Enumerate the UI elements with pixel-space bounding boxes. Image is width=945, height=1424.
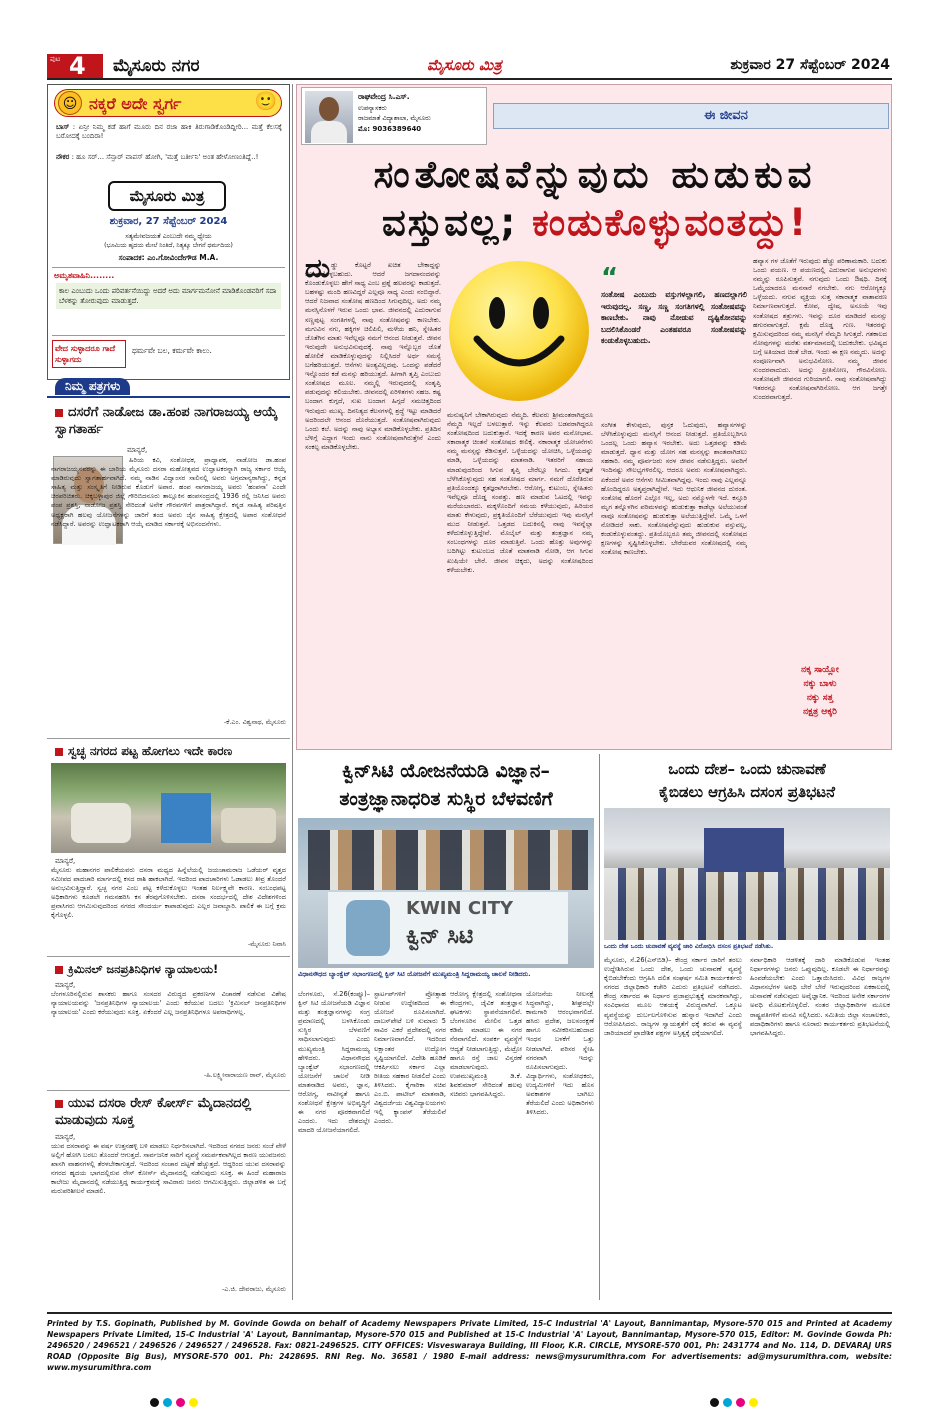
kwin-col-4: ಯೋಜನೆಯ ನೀಲನಕ್ಷೆ ಸಿದ್ಧವಾಗಿದ್ದು, ಶೀಘ್ರದಲ್ಲೇ ಕಾಮಗಾರಿ ಆರಂಭವಾಗಲಿದೆ. ಹಸಿರು ಪ್ರದೇಶ, ಜಲಸಂರಕ್ಷಣೆ ಹಾಗೂ ನವೀಕರಿಸಬಹುದಾದ ಇಂಧನ ಬಳಕೆಗೆ ಒತ್ತು ನೀಡಲಾಗಿದೆ. ಪರಿಸರ ಸ್ನೇಹಿ ನಗರವಾಗಿ ಇದನ್ನು ರೂಪಿಸಲಾಗುವುದು. ವಿದ್ಯಾರ್ಥಿಗಳು, ಸಂಶೋಧಕರು, ಉದ್ಯಮಿಗಳಿಗೆ ಇದು ಹೊಸ ಅವಕಾಶಗಳ ಬಾಗಿಲು ತೆರೆಯಲಿದೆ ಎಂದು ಅಧಿಕಾರಿಗಳು ತಿಳಿಸಿದರು. <box>526 990 594 1117</box>
author-phone: ಮೊ: 9036389640 <box>358 125 422 133</box>
letter-3-text: ಬೆಂಗಳೂರಿನಲ್ಲಿರುವ ಶಾಸಕರು ಹಾಗೂ ಸಂಸದರ ವಿರುದ್ಧದ ಪ್ರಕರಣಗಳ ವಿಚಾರಣೆ ನಡೆಸುವ ವಿಶೇಷ ನ್ಯಾಯಾಲಯವನ್ನು 'ಜನಪ್ರತಿನಿಧಿಗಳ ನ್ಯಾಯಾಲಯ' ಎಂದು ಕರೆಯುವ ಬದಲು 'ಕ್ರಿಮಿನಲ್ ಜನಪ್ರತಿನಿಧಿಗಳ ನ್ಯಾಯಾಲಯ' ಎಂದು ಕರೆಯುವುದು ಸೂಕ್ತ. ಏಕೆಂದರೆ ಎಲ್ಲ ಜನಪ್ರತಿನಿಧಿಗಳೂ ಅಪರಾಧಿಗಳಲ್ಲ. <box>51 990 286 1017</box>
letter-4 <box>47 1090 290 1302</box>
joke-text: ಹೂ ಸರ್... ಸೆನ್ಸಾರ್ ವಾಪಸ್ ಹೋಗಿ, 'ಮತ್ತೆ ಬರ್ತೀನಿ' ಅಂತ ಹೇಳೋಣಂತಿದ್ದೆ..! <box>76 153 259 161</box>
nakkare-title: ನಕ್ಕರೆ ಅದೇ ಸ್ವರ್ಗ <box>89 94 182 113</box>
letter-1-text: ಹಿರಿಯ ಕವಿ, ಸಂಶೋಧಕ, ಪ್ರಾಧ್ಯಾಪಕ, ನಾಡೋಜ ಡಾ.ಹಂಪ ನಾಗರಾಜಯ್ಯನವರನ್ನು ಈ ಬಾರಿಯ ಮೈಸೂರು ದಸರಾ ಮಹೋತ್ಸವದ ಉದ್ಘಾಟಕರನ್ನಾಗಿ ರಾಜ್ಯ ಸರ್ಕಾರ ಆಯ್ಕೆ ಮಾಡಿರುವುದು ಸ್ವಾಗತಾರ್ಹವಾಗಿದೆ. ನಮ್ಮ ನಾಡಿನ ವಿದ್ವಾಂಸರ ಸಾಲಿನಲ್ಲಿ ಅವರು ಅಗ್ರಮಾನ್ಯರಾಗಿದ್ದು, ಕನ್ನಡ ಸಾಹಿತ್ಯ ಮತ್ತು ಸಂಸ್ಕೃತಿಗೆ ನೀಡಿರುವ ಕೊಡುಗೆ ಅಪಾರ. ಹಂಪ ನಾಗರಾಜಯ್ಯ ಅವರು 'ಹಂಪನಾ' ಎಂದೇ ಚಿರಪರಿಚಿತರು. ಚಿಕ್ಕಬಳ್ಳಾಪುರ ಜಿಲ್ಲೆ ಗೌರಿಬಿದನೂರು ತಾಲ್ಲೂಕಿನ ಹಂಪಸಂದ್ರದಲ್ಲಿ 1936 ರಲ್ಲಿ ಜನಿಸಿದ ಅವರು ಪಂಪ ಪ್ರಶಸ್ತಿ, ನಾಡೋಜ ಪ್ರಶಸ್ತಿ ಸೇರಿದಂತೆ ಅನೇಕ ಗೌರವಗಳಿಗೆ ಪಾತ್ರರಾಗಿದ್ದಾರೆ. ಕನ್ನಡ ಸಾಹಿತ್ಯ ಪರಿಷತ್ತಿನ ಅಧ್ಯಕ್ಷರಾಗಿ ಹಲವು ಯೋಜನೆಗಳನ್ನು ಜಾರಿಗೆ ತಂದ ಅವರು ಜೈನ ಸಾಹಿತ್ಯ ಕ್ಷೇತ್ರದಲ್ಲಿ ಅಪಾರ ಸಂಶೋಧನೆ ನಡೆಸಿದ್ದಾರೆ. ಅವರನ್ನು ಉದ್ಘಾಟಕರಾಗಿ ಆಯ್ಕೆ ಮಾಡಿದ ಸರ್ಕಾರಕ್ಕೆ ಅಭಿನಂದನೆಗಳು. <box>51 456 286 528</box>
onenation-article <box>602 754 892 1302</box>
motto-2: (ಭೂಮಿಯ ಹೃದಯ ಮೇಲೆ ನಿಂತಿದೆ, ನಿತ್ಯಕ್ಕೂ ಬೇಗನೆ ಧರ್ಮದಿಯ) <box>104 242 233 249</box>
onenation-col-2: ಸರ್ವಾಧಿಕಾರಿ ಆಡಳಿತಕ್ಕೆ ದಾರಿ ಮಾಡಿಕೊಡುವ ಇಂತಹ ನಿರ್ಧಾರಗಳನ್ನು ಜನರು ಒಪ್ಪುವುದಿಲ್ಲ. ಕೂಡಲೇ ಈ ನಿರ್ಧಾರವನ್ನು ಹಿಂಪಡೆಯಬೇಕು ಎಂದು ಒತ್ತಾಯಿಸಿದರು. ವಿವಿಧ ರಾಜ್ಯಗಳ ವಿಧಾನಸಭೆಗಳ ಅವಧಿ ಬೇರೆ ಬೇರೆ ಇರುವುದರಿಂದ ಏಕಕಾಲದಲ್ಲಿ ಚುನಾವಣೆ ನಡೆಸುವುದು ಅವೈಜ್ಞಾನಿಕ. ಇದರಿಂದ ಅನೇಕ ಸರ್ಕಾರಗಳ ಅವಧಿ ಮೊಟಕುಗೊಳ್ಳಲಿದೆ. ನಂತರ ಜಿಲ್ಲಾಧಿಕಾರಿಗಳ ಮೂಲಕ ರಾಷ್ಟ್ರಪತಿಗಳಿಗೆ ಮನವಿ ಸಲ್ಲಿಸಿದರು. ಸಮಿತಿಯ ಜಿಲ್ಲಾ ಸಂಚಾಲಕರು, ಪದಾಧಿಕಾರಿಗಳು ಹಾಗೂ ನೂರಾರು ಕಾರ್ಯಕರ್ತರು ಪ್ರತಿಭಟನೆಯಲ್ಲಿ ಭಾಗವಹಿಸಿದ್ದರು. <box>750 956 890 1037</box>
paper-date: ಶುಕ್ರವಾರ, 27 ಸೆಪ್ಟೆಂಬರ್ 2024 <box>109 216 228 227</box>
pull-quote <box>601 263 747 417</box>
kwin-col-1: ಬೆಂಗಳೂರು, ಸೆ.26(ಕಂಪ್ಯೂ)– ಕ್ವಿನ್ ಸಿಟಿ ಯೋಜನೆಯಡಿ ವಿಜ್ಞಾನ ಮತ್ತು ತಂತ್ರಜ್ಞಾನಗಳನ್ನು ಸಂಗ್ರ ಪ್ರಮಾಣದಲ್ಲಿ ಬಳಸಿಕೊಂಡು ಸುಸ್ಥಿರ ಬೆಳವಣಿಗೆ ಸಾಧಿಸಲಾಗುವುದು ಎಂದು ಮುಖ್ಯಮಂತ್ರಿ ಸಿದ್ದರಾಮಯ್ಯ ಹೇಳಿದರು. ವಿಧಾನಸೌಧದ ಬ್ಯಾಂಕ್ವೆಟ್ ಸಭಾಂಗಣದಲ್ಲಿ ಯೋಜನೆಗೆ ಚಾಲನೆ ನೀಡಿ ಮಾತನಾಡಿದ ಅವರು, ಜ್ಞಾನ, ಆರೋಗ್ಯ, ನಾವೀನ್ಯತೆ ಹಾಗೂ ಸಂಶೋಧನೆ ಕ್ಷೇತ್ರಗಳ ಅಭಿವೃದ್ಧಿಗೆ ಈ ನಗರ ಪೂರಕವಾಗಲಿದೆ ಎಂದರು. ಇದು ದೇಶದಲ್ಲೇ ಮಾದರಿ ಯೋಜನೆಯಾಗಲಿದೆ. <box>298 990 370 1135</box>
kwin-headline-1: ಕ್ವಿನ್‌ಸಿಟಿ ಯೋಜನೆಯಡಿ ವಿಜ್ಞಾನ– <box>342 760 550 782</box>
kwin-banner <box>328 892 568 964</box>
pull-quote-text: ಸಂತೋಷ ಎಂಬುದು ವಸ್ತುಗಳಲ್ಲಾಗಲಿ, ಹಣದಲ್ಲಾಗಲಿ ಇರುವುದಲ್ಲ. ಸಣ್ಣ, ಸಣ್ಣ ಸಂಗತಿಗಳಲ್ಲಿ ಸಂತೋಷವನ್ನು ಕಾಣಬೇಕು. ನಾವು ನೋಡುವ ದೃಷ್ಟಿಕೋನವನ್ನು ಬದಲಿಸಿಕೊಂಡರೆ ಎಂತಹವರೂ ಸಂತೋಷವನ್ನು ಕಂಡುಕೊಳ್ಳಬಹುದು. <box>601 290 747 345</box>
protest-photo <box>604 808 890 940</box>
cartoon-icon: 🙂 <box>254 91 277 112</box>
feature-headline-1: ಸಂತೋಷವೆನ್ನುವುದು ಹುಡುಕುವ <box>373 153 817 196</box>
paper-logo <box>108 181 226 211</box>
bullet-icon <box>55 1100 63 1108</box>
letter-2 <box>47 738 290 950</box>
author-box <box>301 87 487 145</box>
page-label: ಪುಟ <box>50 55 61 63</box>
feature-col-4: ಹವ್ಯಾಸ ಗಳ ಜೊತೆಗೆ ಇರುವುದು ಹೆಚ್ಚು ಪರಿಣಾಮಕಾರಿ. ಬದುಕು ಒಂದು ಪಯಣ. ಆ ಪಯಣದಲ್ಲಿ ಎದುರಾಗುವ ಅನುಭವಗಳು ನಮ್ಮನ್ನು ರೂಪಿಸುತ್ತವೆ. ನಗುವುದು ಒಂದು ಔಷಧಿ. ದಿನಕ್ಕೆ ಒಮ್ಮೆಯಾದರೂ ಮನಸಾರೆ ನಗಬೇಕು. ನಗು ಆರೋಗ್ಯಕ್ಕೂ ಒಳ್ಳೆಯದು. ನಗುವ ವ್ಯಕ್ತಿಯ ಸುತ್ತ ಸಕಾರಾತ್ಮಕ ವಾತಾವರಣ ನಿರ್ಮಾಣವಾಗುತ್ತದೆ. ಕೋಪ, ದ್ವೇಷ, ಅಸೂಯೆ ಇವು ಸಂತೋಷದ ಶತ್ರುಗಳು. ಇವನ್ನು ದೂರ ಮಾಡಿದರೆ ಮನಸ್ಸು ಹಗುರವಾಗುತ್ತದೆ. ಕ್ಷಮೆ ದೊಡ್ಡ ಗುಣ. ಇತರರನ್ನು ಕ್ಷಮಿಸುವುದರಿಂದ ನಮ್ಮ ಮನಸ್ಸಿಗೆ ನೆಮ್ಮದಿ ಸಿಗುತ್ತದೆ. ಗತಕಾಲದ ನೋವುಗಳನ್ನು ಮರೆತು ವರ್ತಮಾನದಲ್ಲಿ ಬದುಕಬೇಕು. ಭವಿಷ್ಯದ ಬಗ್ಗೆ ಅತಿಯಾದ ಚಿಂತೆ ಬೇಡ. ಇಂದು ಈ ಕ್ಷಣ ನಮ್ಮದು. ಅದನ್ನು ಸಂಪೂರ್ಣವಾಗಿ ಅನುಭವಿಸೋಣ. ನಮ್ಮ ಜೀವನ ಸುಂದರವಾದುದು. ಅದನ್ನು ಪ್ರೀತಿಸೋಣ, ಗೌರವಿಸೋಣ. ಸಂತೋಷವೇ ಜೀವನದ ಗುರಿಯಾಗಲಿ. ನಾವು ಸಂತೋಷವಾಗಿದ್ದು ಇತರರನ್ನೂ ಸಂತೋಷವಾಗಿರಿಸೋಣ. ಆಗ ಜಗತ್ತೇ ಸುಂದರವಾಗುತ್ತದೆ. <box>753 257 887 402</box>
author-name: ರಾಘವೇಂದ್ರ ಸಿ.ಎಸ್. <box>358 92 410 101</box>
veda-box <box>52 335 285 375</box>
page-number: 4 <box>69 52 86 80</box>
author-photo <box>305 91 353 143</box>
page-date: ಶುಕ್ರವಾರ 27 ಸೆಪ್ಟೆಂಬರ್ 2024 <box>730 57 890 73</box>
kwin-banner-en: KWIN CITY <box>406 898 514 919</box>
author-org: ರಾಜಮಾತೆ ವಿದ್ಯಾಶಾಲಾ, ಮೈಸೂರು <box>358 114 431 122</box>
amrutha-box <box>52 267 285 331</box>
letter-3-title: ಕ್ರಿಮಿನಲ್ ಜನಪ್ರತಿನಿಧಿಗಳ ನ್ಯಾಯಾಲಯ! <box>55 961 288 978</box>
kwin-article <box>296 754 596 1302</box>
onenation-caption: ಒಂದು ದೇಶ ಒಂದು ಚುನಾವಣೆ ವ್ಯವಸ್ಥೆ ಜಾರಿ ವಿರೋಧಿಸಿ ದಸಂಸ ಪ್ರತಿಭಟನೆ ನಡೆಸಿತು. <box>604 943 774 950</box>
letter-3-place: ಮಾನ್ಯರೆ, <box>55 981 76 989</box>
letter-4-sign: -ಎ.ಜಿ. ದೇವರಾಜು, ಮೈಸೂರು <box>221 1285 286 1293</box>
joke-line-worker: ನೌಕರ : ಹೂ ಸರ್... ಸೆನ್ಸಾರ್ ವಾಪಸ್ ಹೋಗಿ, 'ಮತ್ತೆ ಬರ್ತೀನಿ' ಅಂತ ಹೇಳೋಣಂತಿದ್ದೆ..! <box>56 153 259 161</box>
drop-cap: ದು <box>305 254 331 284</box>
letter-1-sign: -ಕೆ.ಎಂ. ವಿಶ್ವನಾಥ, ಮೈಸೂರು <box>223 718 286 726</box>
letter-2-sign: -ಮೈಸೂರು ನಿವಾಸಿ <box>247 940 286 948</box>
column-name: ಈ ಜೀವನ <box>704 108 748 123</box>
imprint-text: Printed by T.S. Gopinath, Published by M. Govinde Gowda on behalf of Academy Newspapers Private Limited, 15-C Industrial 'A' Layout, Bannimantap, Mysore-570 015 and Printed at Academy Newspapers Private Limited, 15-C Industrial 'A' Layout, Bannimantap, Mysore-570 015 and Published at 15-C Industrial 'A' Layout, Bannimantap, Mysore-570 015, Editor: M. Govinde Gowda Ph: 2496520 / 2496521 / 2496526 / 2496527 / 2496528. Fax: 0821-2496525. CITY OFFICES: Visveswaraya Building, III Floor, K.R. CIRCLE, MYSORE-570 001, Ph: 2431774 and No. 114, D. DEVARAJ URS ROAD (Opposite Big Bus), MYSORE-570 001. Ph: 2428695. RNI Reg. No. 36581 / 1980 E-mail address: news@mysurumithra.com For advertisements: ad@mysurumithra.com, website: www.mysurumithra.com <box>47 1319 892 1372</box>
letter-1-place: ಮಾನ್ಯರೆ, <box>127 446 148 454</box>
amrutha-title: ಅಮೃತವಾಹಿನಿ........ <box>54 271 115 280</box>
motto-1: ಸತ್ಯಮೇವಜಯತೆ ಎಂಬುದೇ ನಮ್ಮ ಧ್ಯೇಯ <box>125 232 212 240</box>
bullet-icon <box>55 966 63 974</box>
smiley-illustration <box>445 257 593 405</box>
letter-2-text: ಮೈಸೂರು ಮಹಾನಗರ ಪಾಲಿಕೆಯವರು ದಸರಾ ಮಧ್ಯದ ಹಿನ್ನೆಲೆಯಲ್ಲಿ ಜಯಚಾಮರಾಜ ಒಡೆಯರ್ ವೃತ್ತದ ಸಮೀಪದ ಪಾದಚಾರಿ ಮಾರ್ಗದಲ್ಲಿ ಕಸದ ರಾಶಿ ಹಾಕಲಾಗಿದೆ. ಇದರಿಂದ ಪಾದಚಾರಿಗಳು ಓಡಾಡಲು ತೀವ್ರ ತೊಂದರೆ ಅನುಭವಿಸುತ್ತಿದ್ದಾರೆ. ಸ್ವಚ್ಛ ನಗರ ಎಂಬ ಪಟ್ಟ ಕಳೆದುಕೊಳ್ಳಲು ಇಂತಹ ನಿರ್ಲಕ್ಷ್ಯವೇ ಕಾರಣ. ಸಂಬಂಧಪಟ್ಟ ಅಧಿಕಾರಿಗಳು ಕೂಡಲೇ ಗಮನಹರಿಸಿ ಕಸ ತೆರವುಗೊಳಿಸಬೇಕು. ದಸರಾ ಸಂದರ್ಭದಲ್ಲಿ ದೇಶ ವಿದೇಶಗಳಿಂದ ಪ್ರವಾಸಿಗರು ಆಗಮಿಸುವುದರಿಂದ ನಗರದ ಸೌಂದರ್ಯ ಕಾಪಾಡುವುದು ಎಲ್ಲರ ಜವಾಬ್ದಾರಿ. ಪಾಲಿಕೆ ಈ ಬಗ್ಗೆ ಕ್ರಮ ಕೈಗೊಳ್ಳಲಿ. <box>51 866 286 920</box>
kwin-photo <box>298 818 594 968</box>
column-name-bar <box>493 103 889 129</box>
letter-2-place: ಮಾನ್ಯರೆ, <box>55 857 76 865</box>
joke-who: ನೌಕರ <box>56 153 70 161</box>
joke-text: ಏನ್ರೀ ನಿಮ್ಮ ಕಡೆ ಹಾಗೆ ಮೂರು ದಿನ ರಜಾ ಹಾಕಿ ತಿರುಗಾಡಿಕೊಂಡಿದ್ದೀರಿ... ಮತ್ತೆ ಕೆಲಸಕ್ಕೆ ಬರೋದಕ್ಕೆ ಬಂದಿರಾ! <box>56 123 282 140</box>
veda-text: ಧರ್ಮವೇ ಬಲ, ಕರ್ಮವೇ ಕಾಲು. <box>132 346 212 355</box>
onenation-headline-2: ಕೈಬಿಡಲು ಆಗ್ರಹಿಸಿ ದಸಂಸ ಪ್ರತಿಭಟನೆ <box>658 783 836 801</box>
kwin-col-2: ಸ್ಟಾರ್ಟಪ್‌ಗಳಿಗೆ ಪ್ರೋತ್ಸಾಹ ನೀಡುವ ಉದ್ದೇಶದಿಂದ ಈ ಯೋಜನೆ ರೂಪಿಸಲಾಗಿದೆ. ದಾಬಸ್‌ಪೇಟೆ ಬಳಿ ಸುಮಾರು 5 ಸಾವಿರ ಎಕರೆ ಪ್ರದೇಶದಲ್ಲಿ ನಗರ ನಿರ್ಮಾಣವಾಗಲಿದೆ. ಇದರಿಂದ ಲಕ್ಷಾಂತರ ಉದ್ಯೋಗ ಸೃಷ್ಟಿಯಾಗಲಿದೆ. ವಿದೇಶಿ ಹೂಡಿಕೆ ಆಕರ್ಷಿಸಲು ಸರ್ಕಾರ ಎಲ್ಲಾ ರೀತಿಯ ಸಹಕಾರ ನೀಡಲಿದೆ ಎಂದು ತಿಳಿಸಿದರು. ಕೈಗಾರಿಕಾ ಸಚಿವ ಎಂ.ಬಿ. ಪಾಟೀಲ್ ಮಾತನಾಡಿ, ವಿಶ್ವದರ್ಜೆಯ ವಿಶ್ವವಿದ್ಯಾಲಯಗಳು ಇಲ್ಲಿ ಕ್ಯಾಂಪಸ್ ತೆರೆಯಲಿವೆ ಎಂದರು. <box>374 990 446 1126</box>
letter-4-place: ಮಾನ್ಯರೆ, <box>55 1133 76 1141</box>
nakka-poem: ನಕ್ಕ ಸಾಯ್ಲೋ ನಕ್ಕು ಬಾಳು ನಕ್ಕು ಸತ್ತ ನಕ್ಷತ್ರ ಆಕ್ಕರಿ <box>801 665 839 717</box>
footer-imprint <box>47 1312 892 1378</box>
column-divider-2 <box>599 754 600 1300</box>
kwin-col-3: ಆರೋಗ್ಯ ಕ್ಷೇತ್ರದಲ್ಲಿ ಸಂಶೋಧನಾ ಕೇಂದ್ರಗಳು, ಜೈವಿಕ ತಂತ್ರಜ್ಞಾನ ಘಟಕಗಳು ಸ್ಥಾಪನೆಯಾಗಲಿವೆ. ಬೆಂಗಳೂರಿನ ಮೇಲಿನ ಒತ್ತಡ ಕಡಿಮೆ ಮಾಡಲು ಈ ನಗರ ನೆರವಾಗಲಿದೆ. ಸಂಪರ್ಕ ವ್ಯವಸ್ಥೆಗೆ ಆದ್ಯತೆ ನೀಡಲಾಗುತ್ತಿದ್ದು, ಮೆಟ್ರೋ ಹಾಗೂ ರಸ್ತೆ ಜಾಲ ವಿಸ್ತರಣೆ ಮಾಡಲಾಗುವುದು. ಉಪಮುಖ್ಯಮಂತ್ರಿ ಡಿ.ಕೆ. ಶಿವಕುಮಾರ್ ಸೇರಿದಂತೆ ಹಲವು ಸಚಿವರು ಭಾಗವಹಿಸಿದ್ದರು. <box>450 990 522 1099</box>
column-divider <box>292 84 293 1300</box>
bullet-icon <box>55 748 63 756</box>
feature-col-2: ಮನುಷ್ಯನಿಗೆ ಬೇಕಾಗಿರುವುದು ನೆಮ್ಮದಿ. ಕೆಲವರು ಶ್ರೀಮಂತರಾಗಿದ್ದರೂ ನೆಮ್ಮದಿ ಇಲ್ಲದೆ ಬಳಲುತ್ತಾರೆ. ಇನ್ನು ಕೆಲವರು ಬಡವರಾಗಿದ್ದರೂ ಸಂತೋಷದಿಂದ ಬದುಕುತ್ತಾರೆ. ಇದಕ್ಕೆ ಕಾರಣ ಅವರ ಮನೋಭಾವ. ಸಕಾರಾತ್ಮಕ ಚಿಂತನೆ ಸಂತೋಷದ ಕೀಲಿಕೈ. ನಕಾರಾತ್ಮಕ ಯೋಚನೆಗಳು ನಮ್ಮ ಮನಸ್ಸನ್ನು ಕೆಡಿಸುತ್ತವೆ. ಒಳ್ಳೆಯದನ್ನು ಯೋಚಿಸಿ, ಒಳ್ಳೆಯದನ್ನು ಮಾಡಿ, ಒಳ್ಳೆಯದನ್ನು ಮಾತನಾಡಿ. ಇತರರಿಗೆ ಸಹಾಯ ಮಾಡುವುದರಿಂದ ಸಿಗುವ ತೃಪ್ತಿ ಬೇರೆಲ್ಲೂ ಸಿಗದು. ಕೃತಜ್ಞತೆ ಬೆಳೆಸಿಕೊಳ್ಳುವುದು ಸಹ ಸಂತೋಷದ ಮಾರ್ಗ. ನಮಗೆ ದೊರೆತಿರುವ ಪ್ರತಿಯೊಂದಕ್ಕೂ ಕೃತಜ್ಞರಾಗಿರಬೇಕು. ಆರೋಗ್ಯ, ಕುಟುಂಬ, ಸ್ನೇಹಿತರು ಇವೆಲ್ಲವೂ ದೊಡ್ಡ ಸಂಪತ್ತು. ಹಣ ಮಾಡುವ ಓಟದಲ್ಲಿ ಇವನ್ನು ಮರೆಯಬಾರದು. ಮಕ್ಕಳೊಂದಿಗೆ ಸಮಯ ಕಳೆಯುವುದು, ಹಿರಿಯರ ಮಾತು ಕೇಳುವುದು, ಪ್ರಕೃತಿಯೊಂದಿಗೆ ಬೆರೆಯುವುದು ಇವು ಮನಸ್ಸಿಗೆ ಮುದ ನೀಡುತ್ತವೆ. ಒತ್ತಡದ ಬದುಕಿನಲ್ಲಿ ನಾವು ಇವನ್ನೆಲ್ಲಾ ಕಳೆದುಕೊಳ್ಳುತ್ತಿದ್ದೇವೆ. ಮೊಬೈಲ್ ಮತ್ತು ತಂತ್ರಜ್ಞಾನ ನಮ್ಮ ಸಂಬಂಧಗಳನ್ನು ದೂರ ಮಾಡುತ್ತಿವೆ. ಒಂದು ಹೊತ್ತು ಅವುಗಳನ್ನು ಬದಿಗಿಟ್ಟು ಕುಟುಂಬದ ಜೊತೆ ಮಾತನಾಡಿ ನೋಡಿ, ಆಗ ಸಿಗುವ ಖುಷಿಯೇ ಬೇರೆ. ಜೀವನ ಚಿಕ್ಕದು, ಅದನ್ನು ಸಂತೋಷದಿಂದ ಕಳೆಯಬೇಕು. <box>447 411 593 574</box>
masthead: ಮೈಸೂರು ಮಿತ್ರ <box>427 56 502 74</box>
nakkare-box <box>47 84 290 380</box>
page-header <box>47 54 892 80</box>
feature-article <box>296 84 892 750</box>
laugh-icon: ☺ <box>58 91 82 115</box>
letter-1 <box>47 400 290 740</box>
letter-3 <box>47 956 290 1086</box>
kwin-banner-kn: ಕ್ವಿನ್ ಸಿಟಿ <box>406 924 474 949</box>
joke-line-boss: ಬಾಸ್ : ಏನ್ರೀ ನಿಮ್ಮ ಕಡೆ ಹಾಗೆ ಮೂರು ದಿನ ರಜಾ ಹಾಕಿ ತಿರುಗಾಡಿಕೊಂಡಿದ್ದೀರಿ... ಮತ್ತೆ ಕೆಲಸಕ್ಕೆ ಬರೋದಕ್ಕೆ ಬಂದಿರಾ! <box>56 123 282 140</box>
registration-dots-left <box>150 1392 202 1411</box>
letters-title: ನಿಮ್ಮ ಪತ್ರಗಳು <box>55 378 130 395</box>
author-role: ಉಪನ್ಯಾಸಕರು <box>358 104 387 112</box>
nakkare-title-bar <box>54 89 282 117</box>
letter-4-title: ಯುವ ದಸರಾ ರೇಸ್ ಕೋರ್ಸ್ ಮೈದಾನದಲ್ಲಿ ಮಾಡುವುದು ಸೂಕ್ತ <box>55 1096 252 1128</box>
feature-headline-2: ವಸ್ತುವಲ್ಲ; ಕಂಡುಕೊಳ್ಳುವಂತದ್ದು! <box>381 201 809 244</box>
onenation-headline-1: ಒಂದು ದೇಶ– ಒಂದು ಚುನಾವಣೆ <box>668 760 826 778</box>
amrutha-text: ಕಾಲ ಎಂಬುದು ಒಂದು ಪರಿವರ್ತನೆಯಿದ್ದು ಅದರೆ ಅದು ಮಾರ್ಗಮನೋನೆ ಮಾಡಿಕೊಂಡವರಿಗೆ ಸದಾ ಬೆಳಕನ್ನು ತೋರುವುದು ಮಾಡುತ್ತದೆ. <box>56 283 281 309</box>
quote-icon: “ <box>601 263 619 293</box>
paper-name: ಮೈಸೂರು ಮಿತ್ರ <box>129 187 205 205</box>
veda-title: ವೇದ ಸುಳ್ಳಾದರೂ ಗಾದೆ ಸುಳ್ಳಾಗದು <box>52 340 126 368</box>
garbage-photo <box>51 763 286 853</box>
joke-who: ಬಾಸ್ <box>56 123 70 131</box>
letter-1-title: ದಸರೆಗೆ ನಾಡೋಜ ಡಾ.ಹಂಪ ನಾಗರಾಜಯ್ಯ ಆಯ್ಕೆ ಸ್ವಾಗತಾರ್ಹ <box>55 405 278 437</box>
kwin-headline-2: ತಂತ್ರಜ್ಞಾನಾಧರಿತ ಸುಸ್ಥಿರ ಬೆಳವಣಿಗೆ <box>339 788 553 810</box>
kwin-caption: ವಿಧಾನಸೌಧದ ಬ್ಯಾಂಕ್ವೆಟ್ ಸಭಾಂಗಣದಲ್ಲಿ ಕ್ವಿನ್ ಸಿಟಿ ಯೋಜನೆಗೆ ಮುಖ್ಯಮಂತ್ರಿ ಸಿದ್ದರಾಮಯ್ಯ ಚಾಲನೆ ನೀಡಿದರು. <box>298 970 531 978</box>
letter-2-title: ಸ್ವಚ್ಛ ನಗರದ ಪಟ್ಟ ಹೋಗಲು ಇದೇ ಕಾರಣ <box>55 743 288 760</box>
registration-dots-right <box>710 1392 762 1411</box>
bullet-icon <box>55 409 63 417</box>
feature-col-3: ಸಂಗೀತ ಕೇಳುವುದು, ಪುಸ್ತಕ ಓದುವುದು, ಹವ್ಯಾಸಗಳನ್ನು ಬೆಳೆಸಿಕೊಳ್ಳುವುದು ಮನಸ್ಸಿಗೆ ಆನಂದ ನೀಡುತ್ತದೆ. ಪ್ರತಿಯೊಬ್ಬರಿಗೂ ಒಂದಲ್ಲ ಒಂದು ಹವ್ಯಾಸ ಇರಬೇಕು. ಅದು ಒತ್ತಡವನ್ನು ಕಡಿಮೆ ಮಾಡುತ್ತದೆ. ಧ್ಯಾನ ಮತ್ತು ಯೋಗ ಸಹ ಮನಸ್ಸನ್ನು ಶಾಂತವಾಗಿಡಲು ಸಹಕಾರಿ. ನಮ್ಮ ಪೂರ್ವಜರು ಸರಳ ಜೀವನ ನಡೆಸುತ್ತಿದ್ದರು. ಅವರಿಗೆ ಇಂದಿನಷ್ಟು ಸೌಲಭ್ಯಗಳಿರಲಿಲ್ಲ. ಆದರೂ ಅವರು ಸಂತೋಷವಾಗಿದ್ದರು. ಏಕೆಂದರೆ ಅವರ ಆಸೆಗಳು ಸೀಮಿತವಾಗಿದ್ದವು. ಇಂದು ನಾವು ಎಲ್ಲವನ್ನೂ ಹೊಂದಿದ್ದರೂ ಅತೃಪ್ತರಾಗಿದ್ದೇವೆ. ಇದು ಆಧುನಿಕ ಜೀವನದ ದುರಂತ. ಸಂತೋಷ ಹೊರಗೆ ಎಲ್ಲೋ ಇಲ್ಲ, ಅದು ನಮ್ಮೊಳಗೇ ಇದೆ. ಕಸ್ತೂರಿ ಮೃಗ ತನ್ನೊಳಗಿನ ಪರಿಮಳವನ್ನು ಹುಡುಕುತ್ತಾ ಕಾಡೆಲ್ಲಾ ಅಲೆಯುವಂತೆ ನಾವೂ ಸಂತೋಷವನ್ನು ಹುಡುಕುತ್ತಾ ಅಲೆಯುತ್ತಿದ್ದೇವೆ. ಒಮ್ಮೆ ಒಳಗೆ ನೋಡಿದರೆ ಸಾಕು. ಸಂತೋಷವೆನ್ನುವುದು ಹುಡುಕುವ ವಸ್ತುವಲ್ಲ, ಕಂಡುಕೊಳ್ಳುವಂತದ್ದು. ಪ್ರತಿಯೊಬ್ಬರೂ ತಮ್ಮ ಜೀವನದಲ್ಲಿ ಸಂತೋಷದ ಕ್ಷಣಗಳನ್ನು ಸೃಷ್ಟಿಸಿಕೊಳ್ಳಬೇಕು. ಬೇರೆಯವರ ಸಂತೋಷದಲ್ಲಿ ನಮ್ಮ ಸಂತೋಷ ಕಾಣಬೇಕು. <box>601 421 747 557</box>
letter-3-sign: -ಹಿ.ಲಕ್ಷ್ಮೀನಾರಾಯಣ ರಾವ್, ಮೈಸೂರು <box>203 1071 286 1079</box>
onenation-col-1: ಮೈಸೂರು, ಸೆ.26(ಎಸ್‌ಬಿಡಿ)– ಕೇಂದ್ರ ಸರ್ಕಾರ ಜಾರಿಗೆ ತರಲು ಉದ್ದೇಶಿಸಿರುವ ಒಂದು ದೇಶ, ಒಂದು ಚುನಾವಣೆ ವ್ಯವಸ್ಥೆ ಕೈಬಿಡಬೇಕೆಂದು ಆಗ್ರಹಿಸಿ ದಲಿತ ಸಂಘರ್ಷ ಸಮಿತಿ ಕಾರ್ಯಕರ್ತರು ನಗರದ ಜಿಲ್ಲಾಧಿಕಾರಿ ಕಚೇರಿ ಎದುರು ಪ್ರತಿಭಟನೆ ನಡೆಸಿದರು. ಕೇಂದ್ರ ಸರ್ಕಾರದ ಈ ನಿರ್ಧಾರ ಪ್ರಜಾಪ್ರಭುತ್ವಕ್ಕೆ ಮಾರಕವಾಗಿದ್ದು, ಸಂವಿಧಾನದ ಮೂಲ ಆಶಯಕ್ಕೆ ವಿರುದ್ಧವಾಗಿದೆ. ಒಕ್ಕೂಟ ವ್ಯವಸ್ಥೆಯನ್ನು ದುರ್ಬಲಗೊಳಿಸುವ ಹುನ್ನಾರ ಇದಾಗಿದೆ ಎಂದು ಆರೋಪಿಸಿದರು. ರಾಜ್ಯಗಳ ಸ್ವಾಯತ್ತತೆಗೆ ಧಕ್ಕೆ ತರುವ ಈ ವ್ಯವಸ್ಥೆ ಜಾರಿಯಾದರೆ ಪ್ರಾದೇಶಿಕ ಪಕ್ಷಗಳ ಅಸ್ತಿತ್ವಕ್ಕೆ ಧಕ್ಕೆಯಾಗಲಿದೆ. <box>604 956 742 1037</box>
page-number-box <box>47 54 103 78</box>
feature-col-1: ಡ್ಡು ಕೊಟ್ಟರೆ ಖಚಿತ ಬೇಕಾದ್ದನ್ನು ಕೊಂಡುಕೊಳ್ಳಬಹುದು. ಆದರೆ ಜಗದಾನಂದವನ್ನು ಕೊಂಡುಕೊಳ್ಳಲು ಹೇಗೆ ಸಾಧ್ಯ ಎಂಬ ಪ್ರಶ್ನೆ ಹಲವರನ್ನು ಕಾಡುತ್ತದೆ. ಬಹಳಷ್ಟು ಮಂದಿ ಹಣವಿದ್ದರೆ ಎಲ್ಲವೂ ಸಾಧ್ಯ ಎಂದು ನಂಬಿದ್ದಾರೆ. ಆದರೆ ನಿಜವಾದ ಸಂತೋಷ ಹಣದಿಂದ ಸಿಗುವುದಿಲ್ಲ. ಅದು ನಮ್ಮ ಮನಸ್ಸಿನೊಳಗೆ ಇರುವ ಒಂದು ಭಾವ. ಜೀವನದಲ್ಲಿ ಎದುರಾಗುವ ಸಣ್ಣಪುಟ್ಟ ಸಂಗತಿಗಳಲ್ಲಿ ನಾವು ಸಂತೋಷವನ್ನು ಕಾಣಬೇಕು. ಮಗುವಿನ ನಗು, ಹಕ್ಕಿಗಳ ಚಿಲಿಪಿಲಿ, ಮಳೆಯ ಹನಿ, ಸ್ನೇಹಿತರ ಜೊತೆಗಿನ ಮಾತು ಇವೆಲ್ಲವೂ ನಮಗೆ ಆನಂದ ನೀಡುತ್ತವೆ. ಜೀವನ ಇರುವುದೇ ಅನುಭವಿಸುವುದಕ್ಕೆ. ನಾವು ಇನ್ನೊಬ್ಬರ ಜೊತೆ ಹೋಲಿಕೆ ಮಾಡಿಕೊಳ್ಳುವುದನ್ನು ನಿಲ್ಲಿಸಿದರೆ ಅರ್ಧ ಸಮಸ್ಯೆ ಬಗೆಹರಿಯುತ್ತದೆ. ಆಸೆಗಳು ಅಂತ್ಯವಿಲ್ಲದವು. ಒಂದನ್ನು ಪಡೆದರೆ ಇನ್ನೊಂದರ ಕಡೆ ಮನಸ್ಸು ಹರಿಯುತ್ತದೆ. ಹೀಗಾಗಿ ತೃಪ್ತಿ ಎಂಬುದು ಸಂತೋಷದ ಮೂಲ. ನಮ್ಮಲ್ಲಿ ಇರುವುದರಲ್ಲಿ ಸಂತೃಪ್ತಿ ಪಡುವುದನ್ನು ಕಲಿಯಬೇಕು. ಜೀವನದಲ್ಲಿ ಏರಿಳಿತಗಳು ಸಹಜ. ಕಷ್ಟ ಬಂದಾಗ ಕುಗ್ಗದೆ, ಸುಖ ಬಂದಾಗ ಹಿಗ್ಗದೆ ಸಮಚಿತ್ತದಿಂದ ಇರುವುದು ಮುಖ್ಯ. ದಿನನಿತ್ಯದ ಕೆಲಸಗಳಲ್ಲಿ ಶ್ರದ್ಧೆ ಇಟ್ಟು ಮಾಡಿದರೆ ಅದರಿಂದಲೇ ಆನಂದ ದೊರೆಯುತ್ತದೆ. ಸಂತೋಷವಾಗಿರುವುದು ಒಂದು ಕಲೆ. ಅದನ್ನು ನಾವು ಅಭ್ಯಾಸ ಮಾಡಿಕೊಳ್ಳಬೇಕು. ಪ್ರತಿದಿನ ಬೆಳಿಗ್ಗೆ ಎದ್ದಾಗ ಇಂದು ನಾನು ಸಂತೋಷವಾಗಿರುತ್ತೇನೆ ಎಂದು ಸಂಕಲ್ಪ ಮಾಡಿಕೊಳ್ಳಬೇಕು. <box>305 261 441 451</box>
editor-line: ಸಂಪಾದಕ: ಎಂ.ಗೋವಿಂದೇಗೌಡ M.A. <box>118 253 219 262</box>
letters-title-bar <box>47 378 290 398</box>
letter-4-text: ಯುವ ದಸರಾವನ್ನು ಈ ವರ್ಷ ಉತ್ತನಹಳ್ಳಿ ಬಳಿ ಮಾಡಲು ನಿರ್ಧರಿಸಲಾಗಿದೆ. ಇದರಿಂದ ನಗರದ ಜನರು ಸಂಜೆ ವೇಳೆ ಅಲ್ಲಿಗೆ ಹೋಗಿ ಬರಲು ತೊಂದರೆ ಆಗುತ್ತದೆ. ಸಾರ್ವಜನಿಕ ಸಾರಿಗೆ ವ್ಯವಸ್ಥೆ ಸಮರ್ಪಕವಾಗಿಲ್ಲದ ಕಾರಣ ಯುವಜನರು ಖಾಸಗಿ ವಾಹನಗಳಲ್ಲಿ ತೆರಳಬೇಕಾಗುತ್ತದೆ. ಇದರಿಂದ ಸಂಚಾರ ದಟ್ಟಣೆ ಹೆಚ್ಚುತ್ತದೆ. ಆದ್ದರಿಂದ ಯುವ ದಸರಾವನ್ನು ನಗರದ ಹೃದಯ ಭಾಗದಲ್ಲಿರುವ ರೇಸ್ ಕೋರ್ಸ್ ಮೈದಾನದಲ್ಲಿ ನಡೆಸುವುದು ಸೂಕ್ತ. ಈ ಹಿಂದೆ ಮಹಾರಾಜ ಕಾಲೇಜು ಮೈದಾನದಲ್ಲಿ ನಡೆಯುತ್ತಿದ್ದ ಕಾರ್ಯಕ್ರಮಕ್ಕೆ ಸಾವಿರಾರು ಜನರು ಆಗಮಿಸುತ್ತಿದ್ದರು. ಜಿಲ್ಲಾಡಳಿತ ಈ ಬಗ್ಗೆ ಮರುಪರಿಶೀಲನೆ ಮಾಡಲಿ. <box>51 1142 286 1196</box>
section-name: ಮೈಸೂರು ನಗರ <box>113 56 200 76</box>
